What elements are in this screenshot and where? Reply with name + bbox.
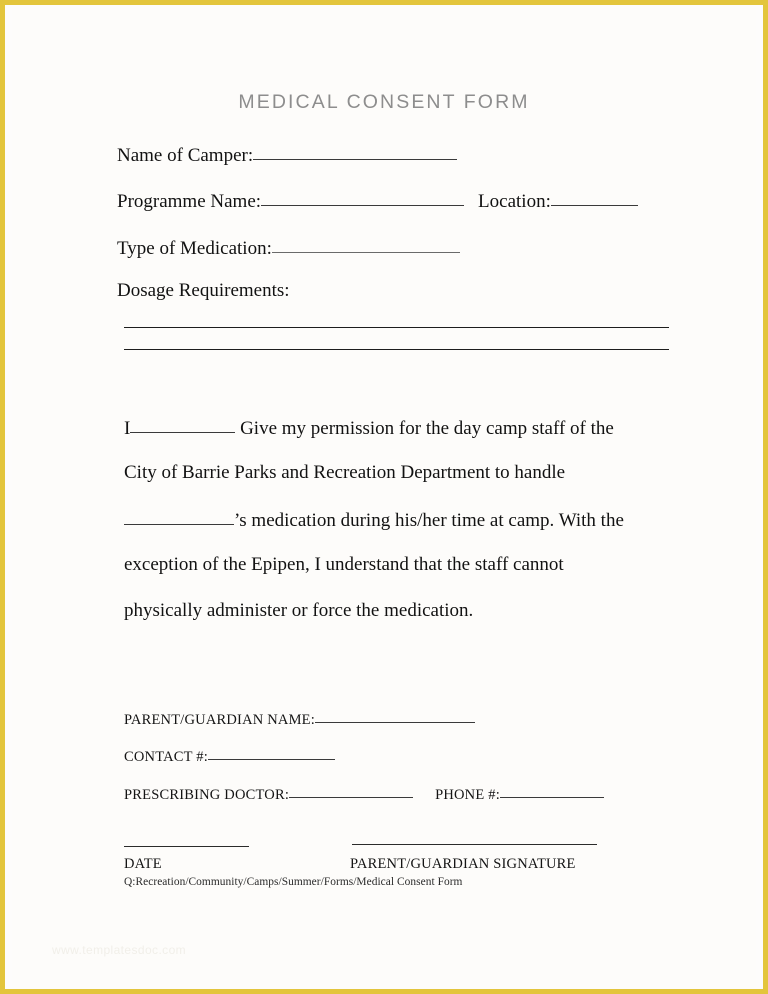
date-caption: DATE	[124, 856, 162, 872]
parent-name-blank[interactable]	[315, 709, 475, 723]
contact-label: CONTACT #:	[124, 749, 208, 765]
consent-line-1-prefix: I	[124, 418, 131, 439]
field-row-contact	[124, 746, 335, 765]
doctor-blank[interactable]	[289, 784, 413, 798]
doctor-label: PRESCRIBING DOCTOR:	[124, 787, 290, 803]
consent-line-1-suffix: Give my permission for the day camp staff of the	[240, 418, 614, 439]
dosage-write-line-2[interactable]	[124, 349, 669, 350]
form-paper	[12, 5, 756, 989]
field-row-doctor	[124, 784, 604, 803]
location-label: Location:	[478, 191, 551, 212]
consent-line-3-suffix: ’s medication during his/her time at camp. With the	[234, 510, 624, 531]
parent-signature-line[interactable]	[352, 844, 597, 845]
programme-name-label: Programme Name:	[117, 191, 262, 212]
field-row-programme	[117, 189, 638, 211]
consent-line-5: physically administer or force the medication.	[124, 600, 474, 621]
watermark: www.templatesdoc.com	[52, 943, 187, 957]
camper-name-label: Name of Camper:	[117, 145, 254, 166]
parent-name-label: PARENT/GUARDIAN NAME:	[124, 712, 315, 728]
field-row-medication-type	[117, 236, 460, 258]
consent-line-3	[124, 509, 684, 555]
phone-blank[interactable]	[500, 784, 604, 798]
consent-paragraph	[124, 417, 684, 647]
date-signature-line[interactable]	[124, 846, 249, 847]
page-title: MEDICAL CONSENT FORM	[238, 91, 530, 113]
phone-label: PHONE #:	[435, 787, 500, 803]
field-row-dosage	[117, 281, 290, 300]
location-blank[interactable]	[551, 189, 638, 206]
field-row-camper	[117, 143, 457, 165]
contact-blank[interactable]	[208, 746, 335, 760]
consent-line-2: City of Barrie Parks and Recreation Department to handle	[124, 462, 566, 483]
consent-line-1	[124, 417, 684, 463]
camper-possessive-blank[interactable]	[124, 509, 234, 525]
dosage-write-line-1[interactable]	[124, 327, 669, 328]
medication-type-blank[interactable]	[272, 236, 460, 253]
medication-type-label: Type of Medication:	[117, 238, 272, 259]
signature-caption: PARENT/GUARDIAN SIGNATURE	[350, 856, 576, 872]
consent-line-4: exception of the Epipen, I understand that the staff cannot	[124, 554, 564, 575]
permission-giver-blank[interactable]	[130, 417, 235, 433]
dosage-label: Dosage Requirements:	[117, 280, 290, 301]
field-row-parent-name	[124, 709, 475, 728]
programme-name-blank[interactable]	[261, 189, 464, 206]
footer-file-path: Q:Recreation/Community/Camps/Summer/Forms/Medical Consent Form	[124, 876, 463, 888]
camper-name-blank[interactable]	[253, 143, 457, 160]
